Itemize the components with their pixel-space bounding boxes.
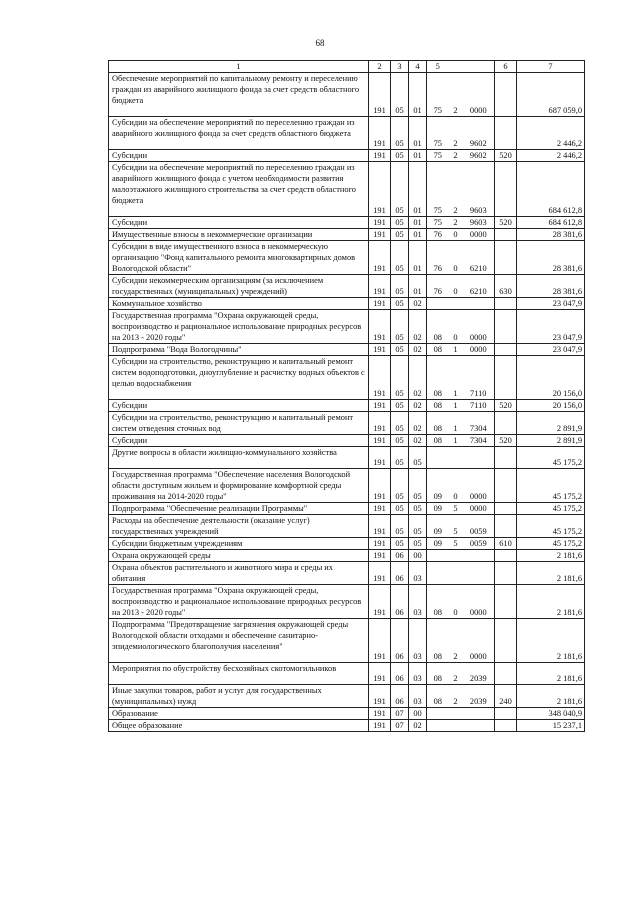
column-header: 7 (517, 61, 585, 73)
cell-code: 191 (369, 550, 391, 562)
cell-section: 05 (391, 344, 409, 356)
cell-amount: 20 156,0 (517, 400, 585, 412)
cell-expense-type (495, 73, 517, 117)
cell-section: 05 (391, 435, 409, 447)
cell-subprogram (449, 298, 463, 310)
cell-program: 09 (427, 538, 449, 550)
cell-amount: 45 175,2 (517, 538, 585, 550)
column-header: 5 (427, 61, 449, 73)
cell-amount: 684 612,8 (517, 162, 585, 217)
cell-name: Государственная программа "Охрана окружающей среды, воспроизводство и рациональное использование природных ресурсов на 2013 - 2020 годы" (109, 585, 369, 619)
cell-amount: 45 175,2 (517, 515, 585, 538)
cell-program: 08 (427, 344, 449, 356)
cell-subprogram: 1 (449, 356, 463, 400)
cell-direction: 0000 (463, 585, 495, 619)
cell-subsection: 00 (409, 708, 427, 720)
cell-code: 191 (369, 241, 391, 275)
cell-name: Субсидии (109, 400, 369, 412)
cell-program: 75 (427, 162, 449, 217)
cell-expense-type (495, 412, 517, 435)
table-row (109, 515, 585, 538)
cell-name: Субсидии некоммерческим организациям (за исключением государственных (муниципальных) учреждений) (109, 275, 369, 298)
cell-name: Коммунальное хозяйство (109, 298, 369, 310)
cell-expense-type: 520 (495, 400, 517, 412)
cell-direction: 6210 (463, 241, 495, 275)
table-row (109, 298, 585, 310)
cell-name: Расходы на обеспечение деятельности (оказание услуг) государственных учреждений (109, 515, 369, 538)
cell-section: 06 (391, 685, 409, 708)
cell-section: 06 (391, 562, 409, 585)
cell-amount: 684 612,8 (517, 217, 585, 229)
cell-section: 07 (391, 708, 409, 720)
cell-expense-type (495, 241, 517, 275)
cell-expense-type (495, 562, 517, 585)
cell-direction (463, 447, 495, 469)
cell-code: 191 (369, 503, 391, 515)
table-row (109, 619, 585, 663)
cell-code: 191 (369, 447, 391, 469)
cell-amount: 28 381,6 (517, 241, 585, 275)
cell-name: Субсидии бюджетным учреждениям (109, 538, 369, 550)
cell-subprogram (449, 708, 463, 720)
column-header: 4 (409, 61, 427, 73)
cell-amount: 2 446,2 (517, 150, 585, 162)
cell-subsection: 01 (409, 150, 427, 162)
cell-code: 191 (369, 708, 391, 720)
cell-subprogram: 0 (449, 469, 463, 503)
cell-expense-type (495, 117, 517, 150)
cell-name: Субсидии в виде имущественного взноса в некоммерческую организацию "Фонд капитального ремонта многоквартирных домов Вологодской области" (109, 241, 369, 275)
table-row (109, 562, 585, 585)
cell-section: 05 (391, 217, 409, 229)
table-row (109, 447, 585, 469)
cell-subsection: 02 (409, 298, 427, 310)
cell-name: Подпрограмма "Вода Вологодчины" (109, 344, 369, 356)
cell-amount: 2 891,9 (517, 412, 585, 435)
cell-section: 06 (391, 663, 409, 685)
cell-expense-type: 610 (495, 538, 517, 550)
table-row (109, 229, 585, 241)
cell-direction: 0000 (463, 73, 495, 117)
cell-direction: 0000 (463, 310, 495, 344)
cell-program: 09 (427, 515, 449, 538)
cell-section: 05 (391, 400, 409, 412)
cell-code: 191 (369, 229, 391, 241)
cell-program: 08 (427, 619, 449, 663)
cell-subsection: 03 (409, 562, 427, 585)
cell-direction: 7304 (463, 435, 495, 447)
cell-direction (463, 562, 495, 585)
cell-name: Подпрограмма "Обеспечение реализации Программы" (109, 503, 369, 515)
cell-expense-type: 520 (495, 217, 517, 229)
cell-subprogram: 2 (449, 663, 463, 685)
budget-table (108, 60, 585, 732)
cell-direction: 2039 (463, 663, 495, 685)
cell-section: 05 (391, 503, 409, 515)
cell-subsection: 01 (409, 73, 427, 117)
cell-subprogram: 2 (449, 619, 463, 663)
cell-amount: 2 181,6 (517, 585, 585, 619)
cell-expense-type (495, 356, 517, 400)
cell-expense-type: 520 (495, 435, 517, 447)
cell-name: Другие вопросы в области жилищно-коммунального хозяйства (109, 447, 369, 469)
cell-direction: 7110 (463, 356, 495, 400)
cell-amount: 23 047,9 (517, 344, 585, 356)
cell-subprogram: 2 (449, 73, 463, 117)
cell-direction: 0000 (463, 469, 495, 503)
cell-program: 08 (427, 412, 449, 435)
cell-section: 05 (391, 538, 409, 550)
cell-amount: 2 181,6 (517, 562, 585, 585)
cell-program: 09 (427, 469, 449, 503)
table-row (109, 117, 585, 150)
cell-expense-type (495, 708, 517, 720)
table-row (109, 585, 585, 619)
column-header: 6 (495, 61, 517, 73)
cell-direction: 9603 (463, 162, 495, 217)
cell-amount: 45 175,2 (517, 447, 585, 469)
cell-name: Иные закупки товаров, работ и услуг для государственных (муниципальных) нужд (109, 685, 369, 708)
cell-name: Обеспечение мероприятий по капитальному ремонту и переселению граждан из аварийного жилищного фонда за счет средств областного бюджета (109, 73, 369, 117)
cell-subsection: 02 (409, 412, 427, 435)
cell-direction: 0000 (463, 503, 495, 515)
cell-subprogram (449, 550, 463, 562)
cell-code: 191 (369, 298, 391, 310)
cell-subprogram: 0 (449, 310, 463, 344)
cell-direction: 2039 (463, 685, 495, 708)
cell-amount: 28 381,6 (517, 229, 585, 241)
cell-program: 75 (427, 117, 449, 150)
cell-direction: 7304 (463, 412, 495, 435)
cell-expense-type: 240 (495, 685, 517, 708)
cell-amount: 2 181,6 (517, 550, 585, 562)
cell-subsection: 01 (409, 162, 427, 217)
cell-section: 05 (391, 150, 409, 162)
cell-expense-type: 520 (495, 150, 517, 162)
cell-code: 191 (369, 310, 391, 344)
cell-direction: 0059 (463, 515, 495, 538)
cell-direction: 0000 (463, 229, 495, 241)
table-row (109, 469, 585, 503)
cell-expense-type (495, 229, 517, 241)
cell-amount: 20 156,0 (517, 356, 585, 400)
cell-amount: 45 175,2 (517, 469, 585, 503)
cell-subprogram: 0 (449, 229, 463, 241)
cell-name: Субсидии на строительство, реконструкцию и капитальный ремонт систем водоподготовки, дноуглубление и расчистку водных объектов с целью водоснабжения (109, 356, 369, 400)
cell-subprogram: 1 (449, 412, 463, 435)
cell-direction: 9602 (463, 117, 495, 150)
cell-expense-type (495, 720, 517, 732)
column-header (463, 61, 495, 73)
cell-program: 08 (427, 356, 449, 400)
cell-expense-type (495, 503, 517, 515)
cell-direction (463, 708, 495, 720)
cell-expense-type (495, 585, 517, 619)
cell-section: 05 (391, 73, 409, 117)
column-header: 2 (369, 61, 391, 73)
cell-section: 05 (391, 412, 409, 435)
table-row (109, 685, 585, 708)
cell-subsection: 01 (409, 229, 427, 241)
cell-subprogram: 2 (449, 117, 463, 150)
cell-subprogram: 2 (449, 162, 463, 217)
cell-subsection: 02 (409, 310, 427, 344)
cell-subsection: 02 (409, 356, 427, 400)
cell-section: 05 (391, 275, 409, 298)
cell-amount: 23 047,9 (517, 310, 585, 344)
cell-section: 05 (391, 162, 409, 217)
cell-subsection: 00 (409, 550, 427, 562)
cell-subsection: 05 (409, 538, 427, 550)
cell-code: 191 (369, 356, 391, 400)
cell-amount: 28 381,6 (517, 275, 585, 298)
cell-name: Субсидии на строительство, реконструкцию и капитальный ремонт систем отведения сточных вод (109, 412, 369, 435)
cell-amount: 2 181,6 (517, 685, 585, 708)
cell-subsection: 01 (409, 117, 427, 150)
cell-program: 76 (427, 241, 449, 275)
cell-direction: 6210 (463, 275, 495, 298)
table-row (109, 663, 585, 685)
cell-subprogram: 2 (449, 217, 463, 229)
cell-program (427, 447, 449, 469)
table-row (109, 344, 585, 356)
cell-section: 05 (391, 469, 409, 503)
cell-direction: 0000 (463, 344, 495, 356)
cell-program (427, 708, 449, 720)
table-row (109, 241, 585, 275)
cell-code: 191 (369, 585, 391, 619)
cell-amount: 2 181,6 (517, 663, 585, 685)
cell-expense-type (495, 447, 517, 469)
cell-code: 191 (369, 73, 391, 117)
cell-name: Субсидии на обеспечение мероприятий по переселению граждан из аварийного жилищного фонда с учетом необходимости развития малоэтажного жилищного строительства за счет средств областного бюджета (109, 162, 369, 217)
cell-program: 08 (427, 663, 449, 685)
table-row (109, 720, 585, 732)
table-header-row (109, 61, 585, 73)
table-row (109, 150, 585, 162)
table-row (109, 400, 585, 412)
table-row (109, 275, 585, 298)
cell-code: 191 (369, 663, 391, 685)
table-row (109, 73, 585, 117)
cell-section: 05 (391, 515, 409, 538)
cell-section: 06 (391, 619, 409, 663)
cell-subprogram: 1 (449, 435, 463, 447)
cell-direction (463, 550, 495, 562)
cell-name: Субсидии (109, 435, 369, 447)
cell-code: 191 (369, 217, 391, 229)
cell-subprogram (449, 562, 463, 585)
cell-code: 191 (369, 400, 391, 412)
cell-section: 05 (391, 241, 409, 275)
cell-code: 191 (369, 275, 391, 298)
table-row (109, 435, 585, 447)
cell-section: 05 (391, 229, 409, 241)
table-row (109, 217, 585, 229)
table-row (109, 550, 585, 562)
cell-subsection: 05 (409, 447, 427, 469)
cell-expense-type (495, 310, 517, 344)
cell-subsection: 02 (409, 344, 427, 356)
cell-expense-type (495, 515, 517, 538)
cell-direction (463, 298, 495, 310)
cell-program: 09 (427, 503, 449, 515)
table-row (109, 708, 585, 720)
cell-name: Государственная программа "Охрана окружающей среды, воспроизводство и рациональное использование природных ресурсов на 2013 - 2020 годы" (109, 310, 369, 344)
cell-section: 05 (391, 298, 409, 310)
cell-expense-type (495, 298, 517, 310)
cell-name: Общее образование (109, 720, 369, 732)
cell-program: 08 (427, 400, 449, 412)
cell-program: 75 (427, 73, 449, 117)
cell-direction: 0000 (463, 619, 495, 663)
cell-expense-type (495, 663, 517, 685)
cell-name: Государственная программа "Обеспечение населения Вологодской области доступным жильем и формирование комфортной среды проживания на 2014-2020 годы" (109, 469, 369, 503)
table-row (109, 356, 585, 400)
cell-subsection: 02 (409, 400, 427, 412)
cell-expense-type (495, 550, 517, 562)
cell-amount: 2 891,9 (517, 435, 585, 447)
cell-section: 05 (391, 447, 409, 469)
cell-name: Имущественные взносы в некоммерческие организации (109, 229, 369, 241)
cell-expense-type (495, 469, 517, 503)
cell-program: 75 (427, 217, 449, 229)
cell-subprogram: 0 (449, 275, 463, 298)
cell-direction: 0059 (463, 538, 495, 550)
cell-amount: 2 181,6 (517, 619, 585, 663)
cell-subsection: 02 (409, 720, 427, 732)
cell-program: 76 (427, 229, 449, 241)
cell-amount: 23 047,9 (517, 298, 585, 310)
cell-name: Субсидии (109, 217, 369, 229)
cell-code: 191 (369, 619, 391, 663)
cell-amount: 687 059,0 (517, 73, 585, 117)
cell-subsection: 01 (409, 241, 427, 275)
cell-program (427, 562, 449, 585)
cell-code: 191 (369, 117, 391, 150)
cell-name: Образование (109, 708, 369, 720)
cell-amount: 45 175,2 (517, 503, 585, 515)
cell-expense-type (495, 162, 517, 217)
cell-subprogram: 0 (449, 241, 463, 275)
table-row (109, 162, 585, 217)
column-header (449, 61, 463, 73)
cell-program: 75 (427, 150, 449, 162)
cell-subsection: 01 (409, 275, 427, 298)
column-header: 1 (109, 61, 369, 73)
cell-code: 191 (369, 562, 391, 585)
cell-subprogram: 5 (449, 515, 463, 538)
cell-program: 08 (427, 685, 449, 708)
cell-name: Мероприятия по обустройству бесхозяйных скотомогильников (109, 663, 369, 685)
cell-subprogram: 2 (449, 685, 463, 708)
cell-subsection: 03 (409, 663, 427, 685)
cell-subprogram: 0 (449, 585, 463, 619)
page-number: 68 (315, 38, 325, 48)
cell-subsection: 01 (409, 217, 427, 229)
cell-subprogram: 2 (449, 150, 463, 162)
cell-subsection: 03 (409, 585, 427, 619)
cell-code: 191 (369, 538, 391, 550)
cell-expense-type: 630 (495, 275, 517, 298)
cell-subsection: 05 (409, 503, 427, 515)
cell-subsection: 05 (409, 515, 427, 538)
cell-section: 07 (391, 720, 409, 732)
cell-subprogram: 1 (449, 344, 463, 356)
cell-section: 05 (391, 356, 409, 400)
cell-section: 06 (391, 550, 409, 562)
cell-name: Охрана объектов растительного и животного мира и среды их обитания (109, 562, 369, 585)
cell-code: 191 (369, 685, 391, 708)
table-row (109, 538, 585, 550)
cell-program: 08 (427, 585, 449, 619)
cell-subprogram (449, 447, 463, 469)
cell-program (427, 720, 449, 732)
column-header: 3 (391, 61, 409, 73)
cell-amount: 2 446,2 (517, 117, 585, 150)
cell-amount: 15 237,1 (517, 720, 585, 732)
cell-code: 191 (369, 150, 391, 162)
cell-direction (463, 720, 495, 732)
cell-program (427, 550, 449, 562)
table-row (109, 412, 585, 435)
cell-section: 05 (391, 310, 409, 344)
cell-subprogram: 1 (449, 400, 463, 412)
cell-name: Охрана окружающей среды (109, 550, 369, 562)
cell-expense-type (495, 619, 517, 663)
cell-subsection: 05 (409, 469, 427, 503)
cell-expense-type (495, 344, 517, 356)
cell-subsection: 03 (409, 619, 427, 663)
cell-program: 08 (427, 310, 449, 344)
cell-subsection: 02 (409, 435, 427, 447)
cell-direction: 7110 (463, 400, 495, 412)
cell-subprogram (449, 720, 463, 732)
cell-program: 76 (427, 275, 449, 298)
cell-name: Подпрограмма "Предотвращение загрязнения окружающей среды Вологодской области отходами и обеспечение санитарно-эпидемиологического благополучия населения" (109, 619, 369, 663)
cell-subprogram: 5 (449, 503, 463, 515)
cell-subsection: 03 (409, 685, 427, 708)
cell-direction: 9602 (463, 150, 495, 162)
cell-direction: 9603 (463, 217, 495, 229)
cell-name: Субсидии (109, 150, 369, 162)
cell-code: 191 (369, 515, 391, 538)
table-row (109, 503, 585, 515)
cell-code: 191 (369, 435, 391, 447)
cell-code: 191 (369, 469, 391, 503)
cell-code: 191 (369, 162, 391, 217)
cell-name: Субсидии на обеспечение мероприятий по переселению граждан из аварийного жилищного фонда за счет средств областного бюджета (109, 117, 369, 150)
cell-code: 191 (369, 344, 391, 356)
cell-amount: 348 040,9 (517, 708, 585, 720)
cell-program: 08 (427, 435, 449, 447)
cell-program (427, 298, 449, 310)
cell-subprogram: 5 (449, 538, 463, 550)
cell-section: 06 (391, 585, 409, 619)
cell-code: 191 (369, 412, 391, 435)
cell-code: 191 (369, 720, 391, 732)
cell-section: 05 (391, 117, 409, 150)
table-row (109, 310, 585, 344)
